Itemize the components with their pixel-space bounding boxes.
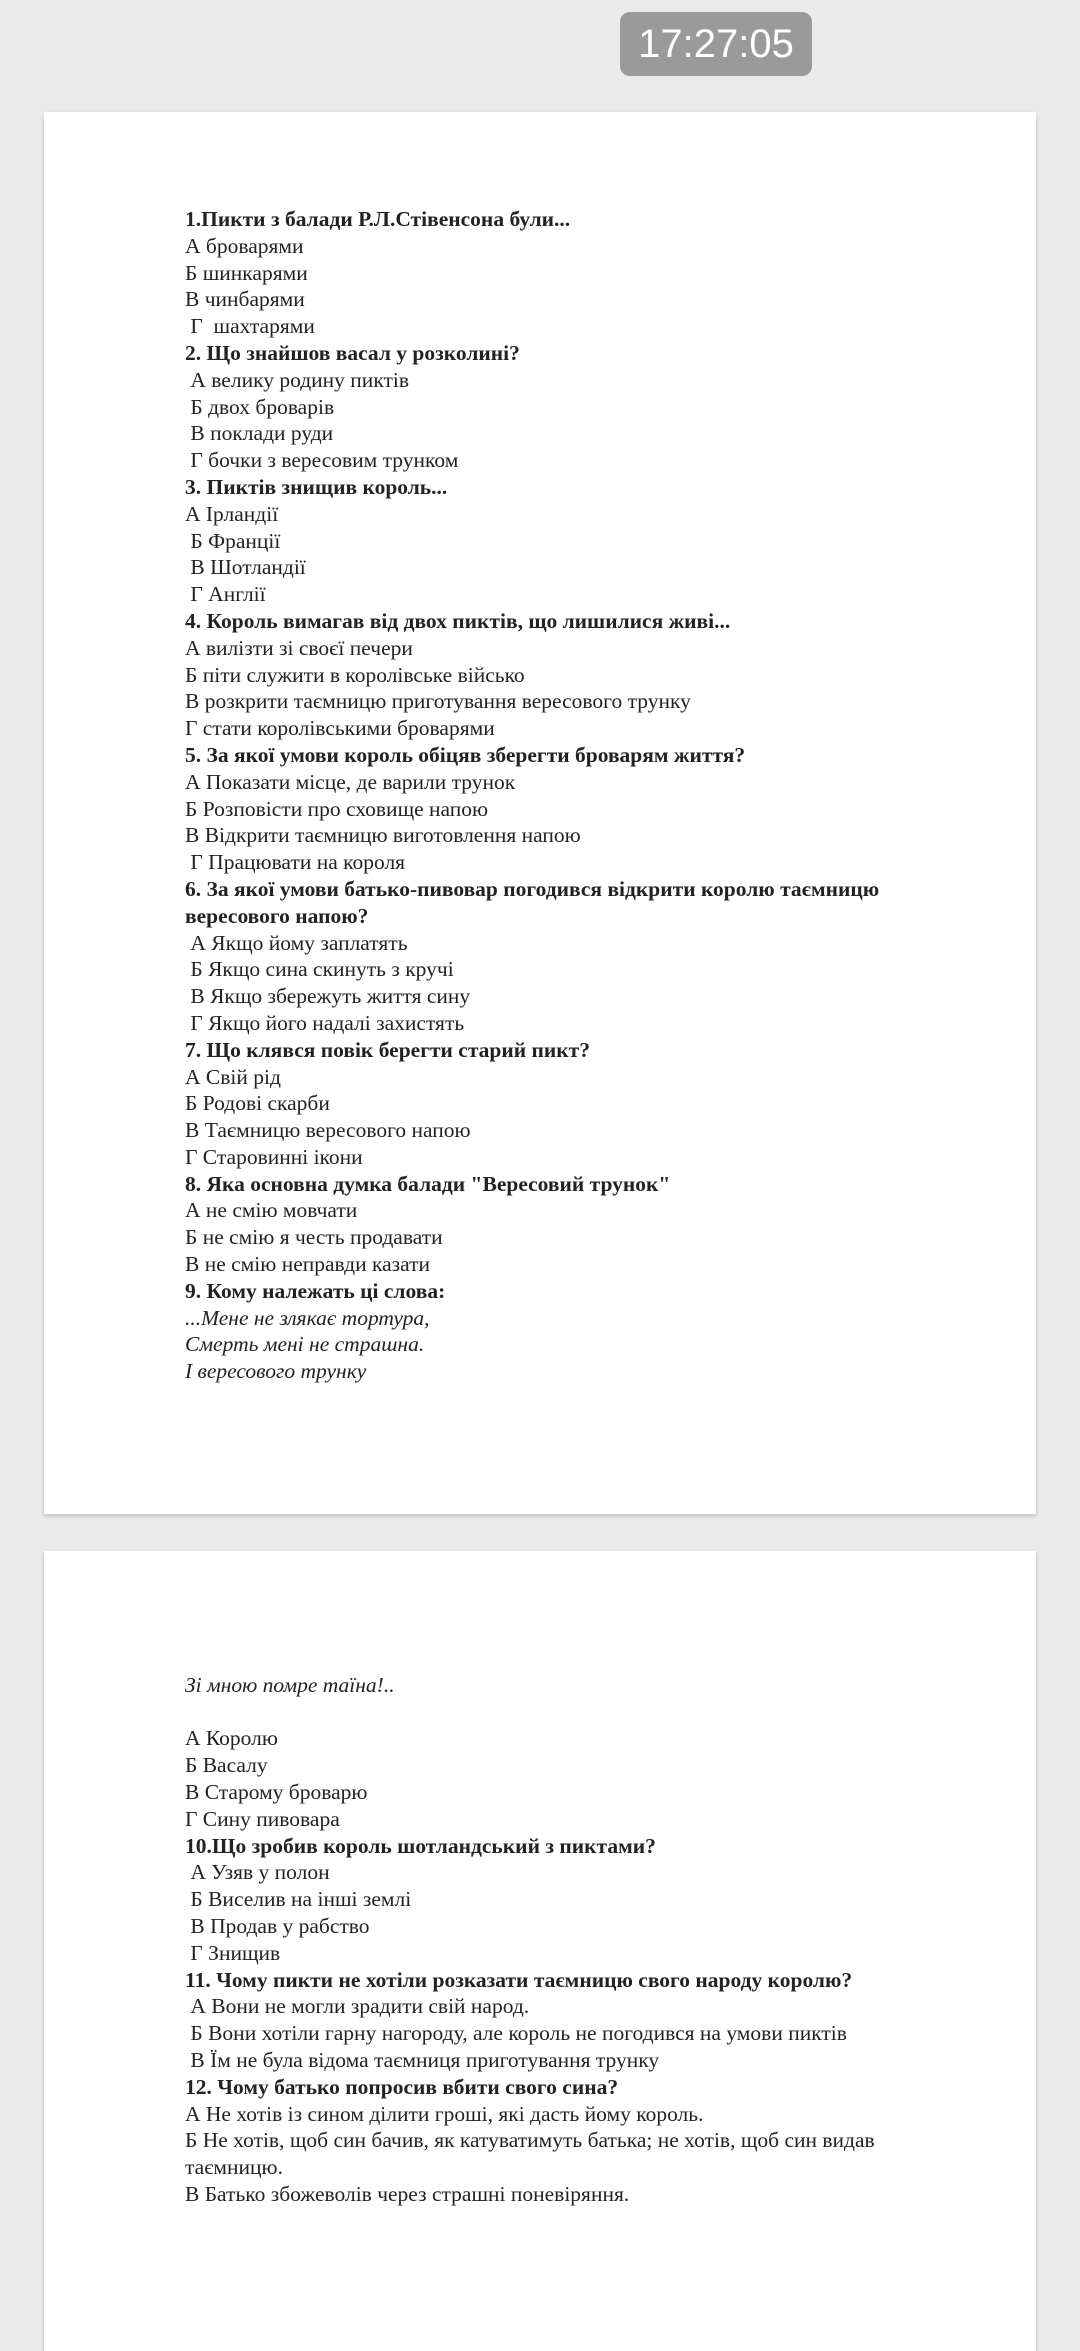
- answer-option: Б Франції: [185, 528, 281, 553]
- answer-option: Б Вони хотіли гарну нагороду, але король не погодився на умови пиктів: [185, 2021, 847, 2046]
- answer-option: В Їм не була відома таємниця приготування трунку: [185, 2047, 660, 2072]
- page-1-text: [185, 206, 976, 1385]
- time-badge: 17:27:05: [620, 12, 812, 76]
- answer-option: Г стати королівськими броварями: [185, 716, 495, 741]
- answer-option: Б Якщо сина скинуть з кручі: [185, 957, 454, 982]
- answer-option: Г Знищив: [185, 1940, 281, 1965]
- answer-option: А не смію мовчати: [185, 1198, 358, 1223]
- answer-option: Б Розповісти про сховище напою: [185, 796, 489, 821]
- question-line: 5. За якої умови король обіцяв зберегти броварям життя?: [185, 742, 746, 767]
- answer-option: А вилізти зі своєї печери: [185, 635, 413, 660]
- answer-option: Г Якщо його надалі захистять: [185, 1010, 465, 1035]
- quote-line: ...Мене не злякає тортура,: [185, 1305, 430, 1330]
- question-line: 9. Кому належать ці слова:: [185, 1278, 446, 1303]
- answer-option: Б Родові скарби: [185, 1091, 330, 1116]
- answer-option: В Таємницю вересового напою: [185, 1118, 471, 1143]
- question-line: 7. Що клявся повік берегти старий пикт?: [185, 1037, 590, 1062]
- answer-option: А броварями: [185, 233, 304, 258]
- answer-option: В Батько збожеволів через страшні поневіряння.: [185, 2181, 630, 2206]
- answer-option: Б не смію я честь продавати: [185, 1225, 443, 1250]
- answer-option: Г Англії: [185, 582, 266, 607]
- answer-option: Г Працювати на короля: [185, 850, 406, 875]
- question-line: вересового напою?: [185, 903, 369, 928]
- answer-option: А Вони не могли зрадити свій народ.: [185, 1994, 530, 2019]
- answer-option: В поклади руди: [185, 421, 334, 446]
- answer-option: таємницю.: [185, 2155, 283, 2180]
- question-line: 1.Пикти з балади Р.Л.Стівенсона були...: [185, 207, 571, 231]
- answer-option: В Продав у рабство: [185, 1913, 370, 1938]
- blank-line: [185, 1645, 976, 1672]
- answer-option: В Шотландії: [185, 555, 306, 580]
- answer-option: Б двох броварів: [185, 394, 335, 419]
- answer-option: А Ірландії: [185, 501, 279, 526]
- answer-option: Г бочки з вересовим трунком: [185, 448, 459, 473]
- question-line: 2. Що знайшов васал у розколині?: [185, 340, 520, 365]
- answer-option: Б Виселив на інші землі: [185, 1887, 412, 1912]
- answer-option: Б піти служити в королівське військо: [185, 662, 525, 687]
- question-line: 3. Пиктів знищив король...: [185, 474, 448, 499]
- quote-line: І вересового трунку: [185, 1359, 367, 1384]
- answer-option: Б Васалу: [185, 1753, 268, 1778]
- answer-option: В чинбарями: [185, 287, 305, 312]
- answer-option: В Старому броварю: [185, 1779, 368, 1804]
- page-2-text: [185, 1645, 976, 2208]
- question-line: 8. Яка основна думка балади "Вересовий трунок": [185, 1171, 671, 1196]
- question-line: 6. За якої умови батько-пивовар погодився відкрити королю таємницю: [185, 876, 880, 901]
- answer-option: Б шинкарями: [185, 260, 308, 285]
- answer-option: А Узяв у полон: [185, 1860, 330, 1885]
- question-line: 12. Чому батько попросив вбити свого сина?: [185, 2074, 619, 2099]
- answer-option: В Якщо збережуть життя сину: [185, 984, 471, 1009]
- blank-line: [185, 1699, 976, 1726]
- answer-option: В не смію неправди казати: [185, 1252, 431, 1277]
- answer-option: А Королю: [185, 1726, 278, 1751]
- answer-option: А Показати місце, де варили трунок: [185, 769, 516, 794]
- quote-line: Зі мною помре таїна!..: [185, 1672, 395, 1697]
- answer-option: Г шахтарями: [185, 314, 315, 339]
- answer-option: В Відкрити таємницю виготовлення напою: [185, 823, 581, 848]
- question-line: 4. Король вимагав від двох пиктів, що лишилися живі...: [185, 608, 731, 633]
- answer-option: А велику родину пиктів: [185, 367, 409, 392]
- answer-option: А Не хотів із сином ділити гроші, які дасть йому король.: [185, 2101, 704, 2126]
- answer-option: В розкрити таємницю приготування вересового трунку: [185, 689, 691, 714]
- question-line: 10.Що зробив король шотландський з пиктами?: [185, 1833, 656, 1858]
- document-page-1: [44, 112, 1036, 1514]
- document-page-2: [44, 1551, 1036, 2351]
- question-line: 11. Чому пикти не хотіли розказати таємницю свого народу королю?: [185, 1967, 853, 1992]
- status-bar: [0, 0, 1080, 110]
- answer-option: А Якщо йому заплатять: [185, 930, 408, 955]
- answer-option: Г Сину пивовара: [185, 1806, 340, 1831]
- quote-line: Смерть мені не страшна.: [185, 1332, 425, 1357]
- answer-option: Б Не хотів, щоб син бачив, як катуватимуть батька; не хотів, щоб син видав: [185, 2128, 875, 2153]
- answer-option: А Свій рід: [185, 1064, 281, 1089]
- answer-option: Г Старовинні ікони: [185, 1144, 363, 1169]
